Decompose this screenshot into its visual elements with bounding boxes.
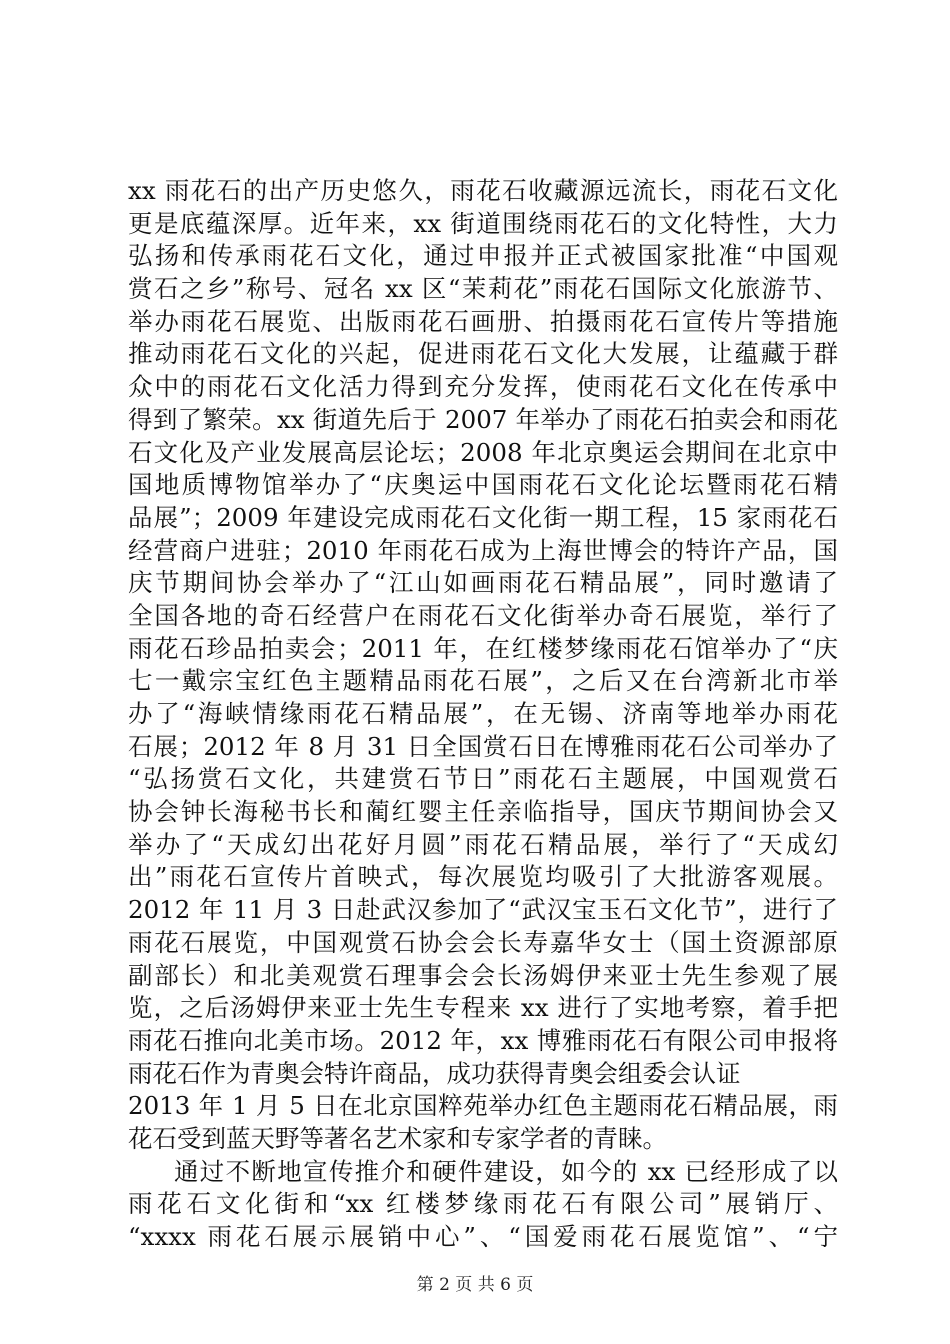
text-line: 举办雨花石展览、出版雨花石画册、拍摄雨花石宣传片等措施: [128, 306, 838, 336]
body-text: [128, 175, 838, 1254]
text-line: 七一戴宗宝红色主题精品雨花石展”，之后又在台湾新北市举: [128, 666, 838, 696]
text-line: “xxxx 雨花石展示展销中心”、“国爱雨花石展览馆”、“宁: [128, 1222, 838, 1251]
text-line: 众中的雨花石文化活力得到充分发挥，使雨花石文化在传承中: [128, 372, 838, 402]
text-line: 雨花石作为青奥会特许商品，成功获得青奥会组委会认证: [128, 1058, 741, 1088]
text-line: 品展”；2009 年建设完成雨花石文化街一期工程，15 家雨花石: [128, 502, 838, 532]
text-line: 得到了繁荣。xx 街道先后于 2007 年举办了雨花石拍卖会和雨花: [128, 404, 838, 434]
text-line: 览，之后汤姆伊来亚士先生专程来 xx 进行了实地考察，着手把: [128, 993, 838, 1023]
text-line: 国地质博物馆举办了“庆奥运中国雨花石文化论坛暨雨花石精: [128, 470, 838, 500]
text-line: 更是底蕴深厚。近年来，xx 街道围绕雨花石的文化特性，大力: [128, 208, 838, 238]
text-line: 通过不断地宣传推介和硬件建设，如今的 xx 已经形成了以: [174, 1156, 838, 1186]
text-line: “弘扬赏石文化，共建赏石节日”雨花石主题展，中国观赏石: [128, 764, 838, 794]
text-line: 2012 年 11 月 3 日赴武汉参加了“武汉宝玉石文化节”，进行了: [128, 895, 838, 925]
page-number-footer: 第 2 页 共 6 页: [416, 1275, 534, 1295]
text-line: 经营商户进驻；2010 年雨花石成为上海世博会的特许产品，国: [128, 535, 838, 565]
text-line: 2013 年 1 月 5 日在北京国粹苑举办红色主题雨花石精品展，雨: [128, 1091, 838, 1121]
text-line: xx 雨花石的出产历史悠久，雨花石收藏源远流长，雨花石文化: [128, 176, 838, 205]
text-line: 协会钟长海秘书长和蔺红婴主任亲临指导，国庆节期间协会又: [128, 797, 838, 827]
text-line: 雨花石展览，中国观赏石协会会长寿嘉华女士（国土资源部原: [128, 927, 838, 957]
text-line: 雨花石文化街和“xx 红楼梦缘雨花石有限公司”展销厅、: [128, 1189, 838, 1219]
text-line: 赏石之乡”称号、冠名 xx 区“茉莉花”雨花石国际文化旅游节、: [128, 274, 838, 304]
text-line: 副部长）和北美观赏石理事会会长汤姆伊来亚士先生参观了展: [128, 960, 838, 990]
text-line: 石展；2012 年 8 月 31 日全国赏石日在博雅雨花石公司举办了: [128, 731, 838, 761]
text-line: 举办了“天成幻出花好月圆”雨花石精品展，举行了“天成幻: [128, 829, 838, 859]
text-line: 石文化及产业发展高层论坛；2008 年北京奥运会期间在北京中: [128, 437, 838, 467]
text-line: 办了“海峡情缘雨花石精品展”，在无锡、济南等地举办雨花: [128, 699, 838, 728]
text-line: 庆节期间协会举办了“江山如画雨花石精品展”，同时邀请了: [128, 568, 838, 598]
text-line: 雨花石珍品拍卖会；2011 年，在红楼梦缘雨花石馆举办了“庆: [128, 633, 838, 663]
text-line: 花石受到蓝天野等著名艺术家和专家学者的青睐。: [128, 1123, 667, 1153]
text-line: 出”雨花石宣传片首映式，每次展览均吸引了大批游客观展。: [128, 862, 838, 892]
text-line: 雨花石推向北美市场。2012 年，xx 博雅雨花石有限公司申报将: [128, 1025, 838, 1055]
text-line: 全国各地的奇石经营户在雨花石文化街举办奇石展览，举行了: [128, 600, 838, 630]
text-line: 推动雨花石文化的兴起，促进雨花石文化大发展，让蕴藏于群: [128, 339, 838, 369]
text-line: 弘扬和传承雨花石文化，通过申报并正式被国家批准“中国观: [128, 241, 838, 271]
